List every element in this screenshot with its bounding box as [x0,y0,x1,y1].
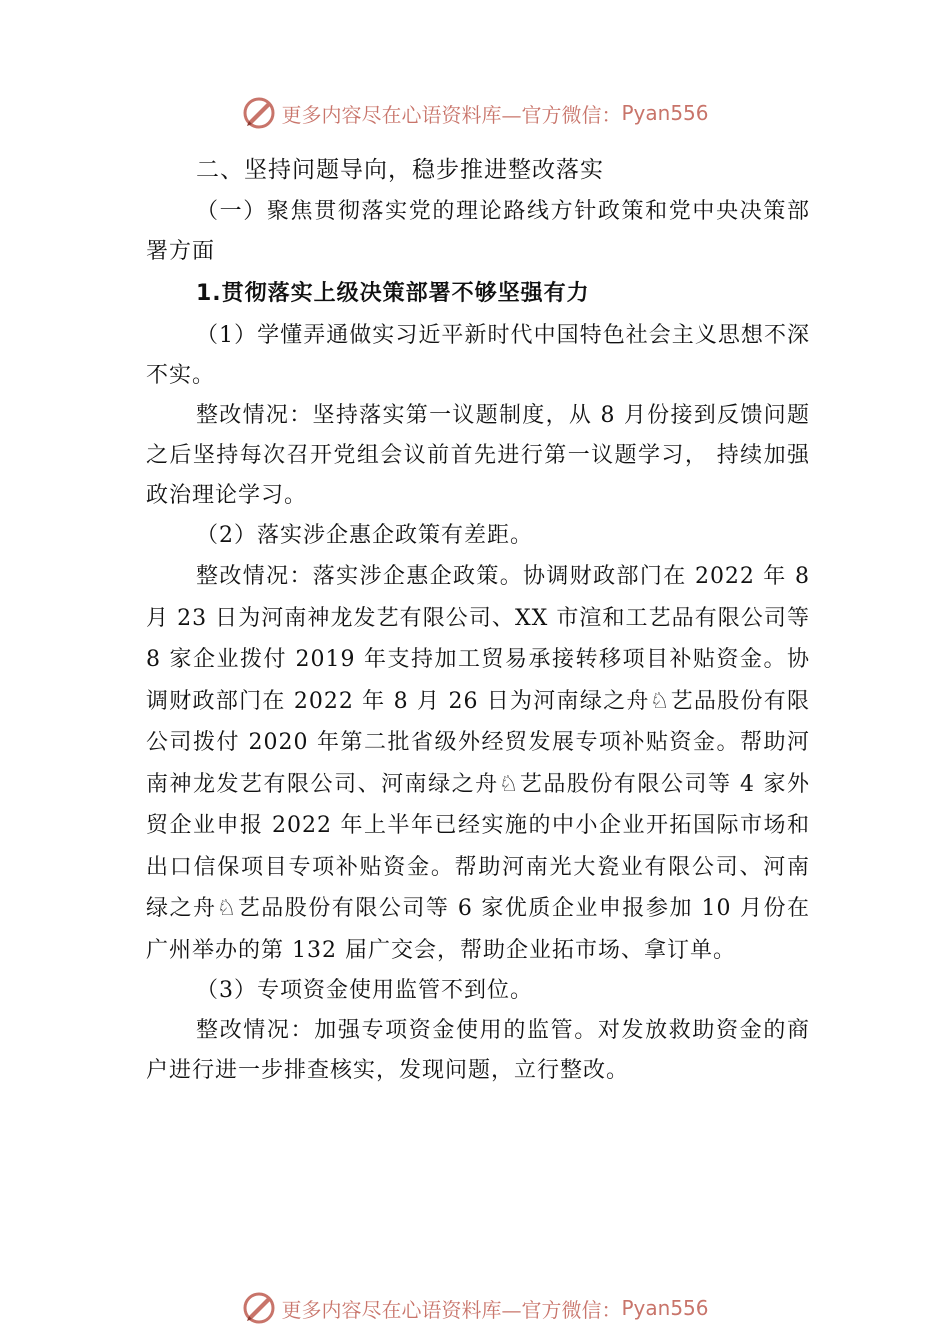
fix-paragraph-2: 整改情况：落实涉企惠企政策。协调财政部门在 2022 年 8 月 23 日为河南神龙发艺有限公司、XX 市渲和工艺品有限公司等 8 家企业拨付 2019 年支持加工贸易承接转移项目补贴资金。协调财政部门在 2022 年 8 月 26 日为河南绿之舟♘艺品股份有限公司拨付 2020 年第二批省级外经贸发展专项补贴资金。帮助河南神龙发艺有限公司、河南绿之舟♘艺品股份有限公司等 4 家外贸企业申报 2022 年上半年已经实施的中小企业开拓国际市场和出口信保项目专项补贴资金。帮助河南光大瓷业有限公司、河南绿之舟♘艺品股份有限公司等 6 家优质企业申报参加 10 月份在广州举办的第 132 届广交会，帮助企业拓市场、拿订单。 [146,564,810,963]
watermark-account: Pyan556 [621,1296,709,1320]
watermark-text: 更多内容尽在心语资料库—官方微信： [281,1297,622,1322]
issue-paragraph-1: （1）学懂弄通做实习近平新时代中国特色社会主义思想不深不实。 [146,323,810,388]
item-title: 1.贯彻落实上级决策部署不够坚强有力 [196,281,590,306]
footer-watermark [0,1288,950,1328]
header-watermark [0,93,950,133]
section-title: 二、坚持问题导向，稳步推进整改落实 [196,157,604,183]
watermark-text: 更多内容尽在心语资料库—官方微信： [281,102,622,127]
subsection-title: （一）聚焦贯彻落实党的理论路线方针政策和党中央决策部署方面 [146,199,810,264]
issue-paragraph-3: （3）专项资金使用监管不到位。 [196,978,533,1003]
fix-paragraph-3: 整改情况：加强专项资金使用的监管。对发放救助资金的商户进行进一步排查核实，发现问题，立行整改。 [146,1018,810,1083]
issue-paragraph-2: （2）落实涉企惠企政策有差距。 [196,523,533,548]
pen-circle-icon [241,1290,277,1326]
fix-paragraph-1: 整改情况：坚持落实第一议题制度，从 8 月份接到反馈问题之后坚持每次召开党组会议前首先进行第一议题学习， 持续加强政治理论学习。 [146,403,810,508]
watermark-account: Pyan556 [621,101,709,125]
pen-circle-icon [241,95,277,131]
document-body [146,150,810,1091]
